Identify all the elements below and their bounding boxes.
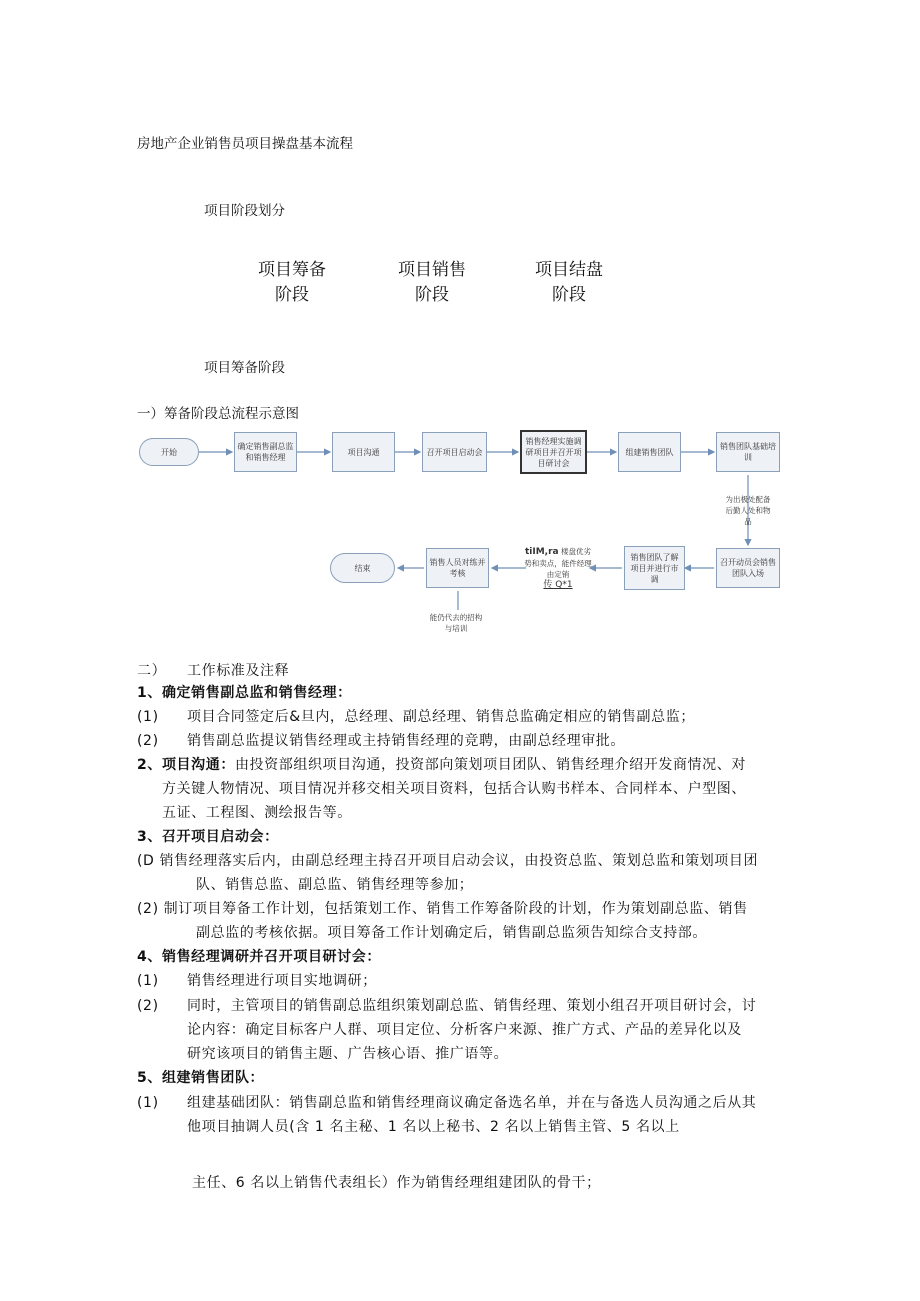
section-5-item-1b: 他项目抽调人员(含 1 名主秘、1 名以上秘书、2 名以上销售主管、5 名以上 [187, 1119, 680, 1135]
section-2-text-1: 由投资部组织项目沟通，投资部向策划项目团队、销售经理介绍开发商情况、对 [234, 757, 746, 773]
flow-note-pricing-head: tiIM,ra [524, 547, 559, 557]
section-5-title: 5、组建销售团队： [137, 1070, 265, 1086]
flow-note-pricing [524, 546, 592, 591]
stage-sales-line2: 阶段 [415, 285, 449, 305]
flow-note-recruitment: 能仍代去的招构与培训 [429, 613, 483, 633]
section-1-title: 1、确定销售副总监和销售经理： [137, 685, 352, 701]
flow-node-confirm-managers: 确定销售副总监和销售经理 [234, 432, 297, 472]
section-1-item-2-num: (2) [137, 733, 159, 749]
section-4-item-2-num: (2) [137, 998, 159, 1014]
section-4-item-1-num: (1) [137, 973, 159, 989]
section-5-item-1c: 主任、6 名以上销售代表组长）作为销售经理组建团队的骨干； [192, 1175, 601, 1191]
flow-node-build-team: 组建销售团队 [618, 432, 681, 472]
prep-stage-heading: 项目筹备阶段 [204, 360, 285, 376]
flow-node-practice-assessment: 销售人员对练并考核 [426, 548, 489, 588]
stage-close-line1: 项目结盘 [535, 260, 603, 280]
section-2-text-2: 方关键人物情况、项目情况并移交相关项目资料，包括合认购书样本、合同样本、户型图、 [162, 781, 746, 797]
standards-heading: 工作标准及注释 [187, 663, 290, 679]
section-4-item-1: 销售经理进行项目实地调研； [187, 973, 377, 989]
flow-node-basic-training: 销售团队基础培训 [716, 432, 780, 472]
flow-heading: 一）筹备阶段总流程示意图 [137, 406, 299, 422]
section-5-item-1a: 组建基础团队：销售副总监和销售经理商议确定备选名单，并在与备选人员沟通之后从其 [187, 1095, 757, 1111]
section-3-item-1a: (D 销售经理落实后内，由副总经理主持召开项目启动会议，由投资总监、策划总监和策划项目团 [137, 853, 759, 869]
stage-sales-line1: 项目销售 [398, 260, 466, 280]
flow-note-pricing-tail: 传 Q*1 [543, 580, 573, 590]
section-1-item-1-num: (1) [137, 709, 159, 725]
flow-note-pricing-body: 楼盘优劣势和卖点，能件经理由定销 [524, 547, 592, 579]
flow-node-kickoff-meeting: 召开项目启动会 [422, 432, 487, 472]
section-4-title: 4、销售经理调研并召开项目研讨会： [137, 949, 381, 965]
standards-heading-number: 二） [137, 663, 167, 679]
flow-note-logistics: 为出极处配备后勤人处和物品 [725, 495, 771, 526]
section-5-item-1-num: (1) [137, 1095, 159, 1111]
section-2-title: 2、项目沟通： [137, 757, 235, 773]
stage-prep-line2: 阶段 [275, 285, 309, 305]
section-2-text-3: 五证、工程图、测绘报告等。 [162, 805, 352, 821]
section-1-item-2: 销售副总监提议销售经理或主持销售经理的竞聘，由副总经理审批。 [187, 733, 625, 749]
section-3-title: 3、召开项目启动会： [137, 829, 279, 845]
section-3-item-1b: 队、销售总监、副总监、销售经理等参加； [196, 877, 474, 893]
flow-node-mobilization: 召开动员会销售团队入场 [716, 548, 780, 588]
section-3-item-2b: 副总监的考核依据。项目筹备工作计划确定后，销售副总监须告知综合支持部。 [196, 925, 707, 941]
section-4-item-2b: 论内容：确定目标客户人群、项目定位、分析客户来源、推广方式、产品的差异化以及 [187, 1022, 742, 1038]
section-1-item-1: 项目合同签定后&旦内，总经理、副总经理、销售总监确定相应的销售副总监； [187, 709, 695, 725]
document-title: 房地产企业销售员项目操盘基本流程 [137, 136, 353, 152]
flow-node-research-seminar: 销售经理实施调研项目并召开项目研讨会 [520, 430, 587, 474]
flow-start: 开始 [139, 438, 199, 466]
stage-close-line2: 阶段 [552, 285, 586, 305]
section-2 [137, 752, 746, 778]
section-4-item-2a: 同时，主管项目的销售副总监组织策划副总监、销售经理、策划小组召开项目研讨会，讨 [187, 998, 757, 1014]
section-3-item-2a: (2) 制订项目筹备工作计划，包括策划工作、销售工作筹备阶段的计划，作为策划副总监、销售 [137, 901, 748, 917]
flow-node-team-market-research: 销售团队了解项目并进行市调 [624, 546, 685, 590]
flow-end: 结束 [330, 553, 395, 583]
stage-division-heading: 项目阶段划分 [204, 203, 285, 219]
flow-node-project-communication: 项目沟通 [332, 432, 395, 472]
section-4-item-2c: 研究该项目的销售主题、广告核心语、推广语等。 [187, 1046, 509, 1062]
stage-prep-line1: 项目筹备 [258, 260, 326, 280]
